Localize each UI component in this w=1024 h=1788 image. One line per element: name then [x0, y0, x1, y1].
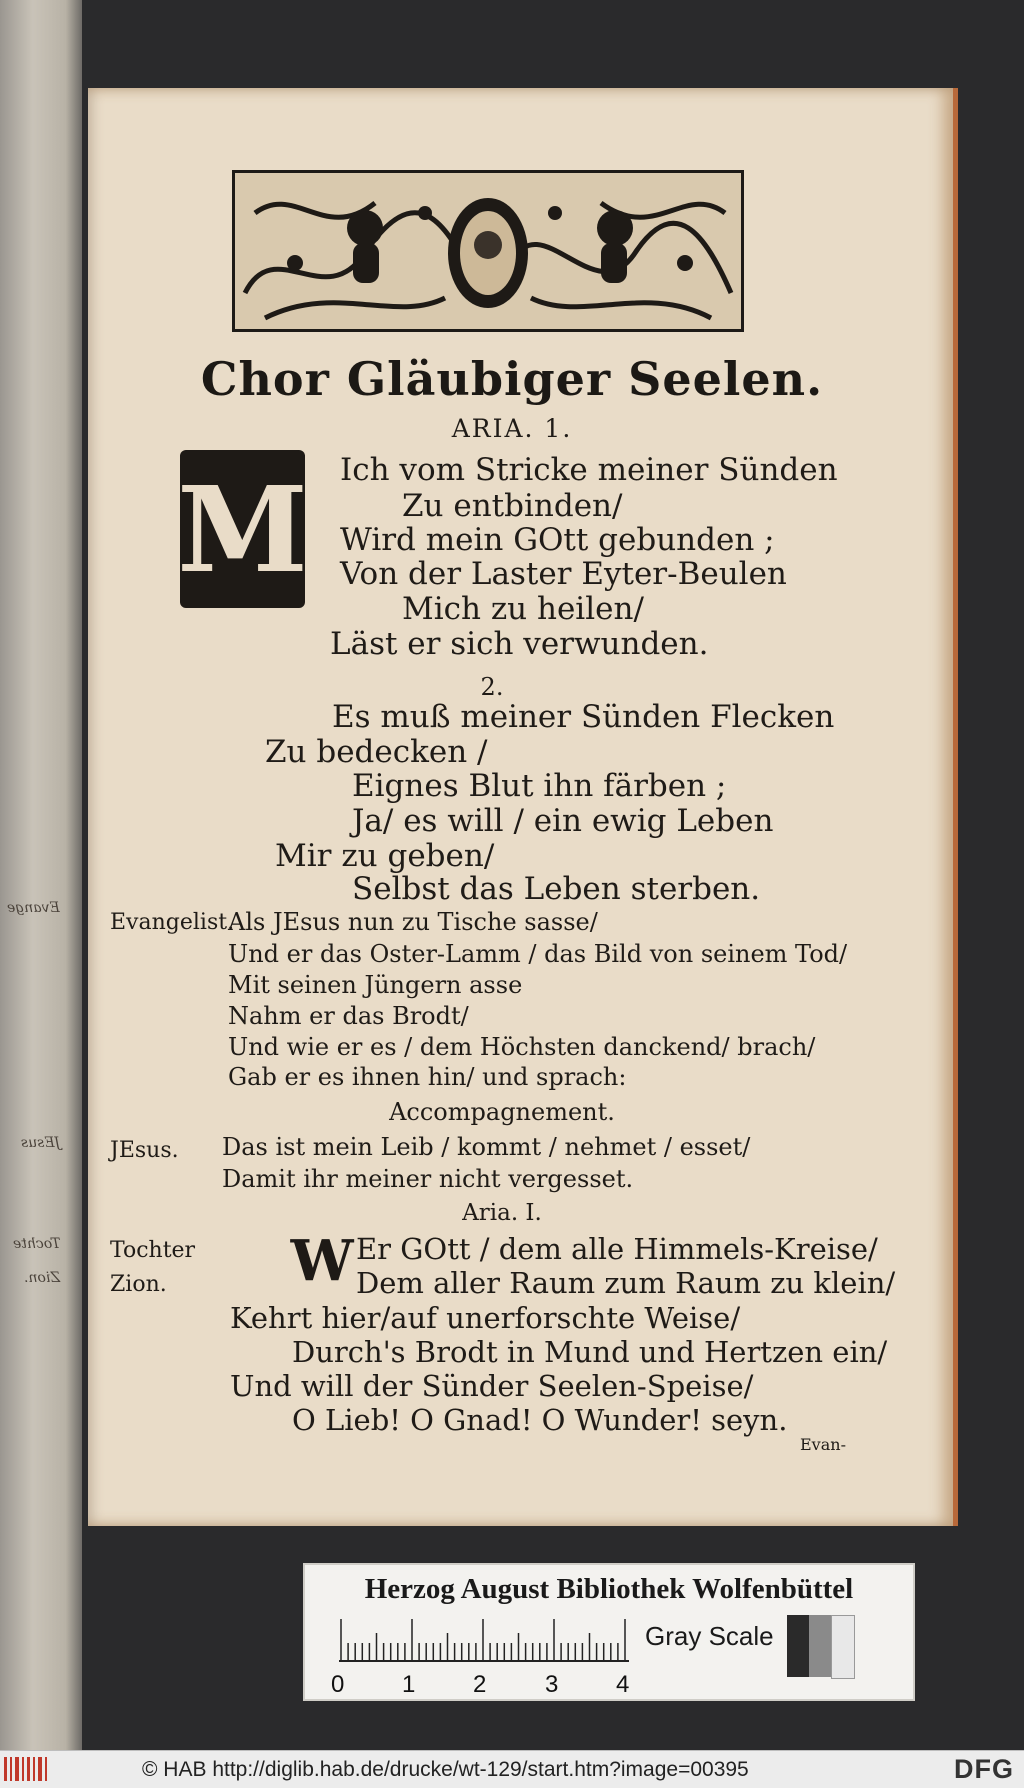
aria1-line: Von der Laster Eyter-Beulen	[340, 556, 787, 592]
library-name: Herzog August Bibliothek Wolfenbüttel	[364, 1573, 854, 1605]
gray-scale-label: Gray Scale	[645, 1621, 774, 1651]
zion-line: Und will der Sünder Seelen-Speise/	[230, 1369, 754, 1403]
zion-line: Durch's Brodt in Mund und Hertzen ein/	[292, 1335, 888, 1369]
ruler-label: 2	[473, 1671, 487, 1698]
evangelist-line: Und wie er es / dem Höchsten danckend/ brach/	[228, 1033, 816, 1061]
evangelist-line: Nahm er das Brodt/	[228, 1002, 469, 1030]
zion-initial-letter: W	[290, 1228, 354, 1294]
verse2-line: Selbst das Leben sterben.	[352, 871, 761, 907]
aria-label: ARIA. 1.	[451, 414, 573, 443]
footer-bar	[0, 1750, 1024, 1788]
verse-number: 2.	[480, 673, 504, 701]
verse2-line: Zu bedecken /	[265, 734, 488, 770]
decorated-initial	[177, 450, 308, 608]
color-scale-card	[303, 1563, 915, 1701]
speaker-zion: Zion.	[110, 1272, 167, 1297]
verse2-line: Mir zu geben/	[275, 838, 495, 874]
gray-patch	[809, 1615, 831, 1677]
catchword: Evan-	[800, 1435, 846, 1454]
left-page-mark: Zion.	[23, 1270, 60, 1286]
evangelist-line: Gab er es ihnen hin/ und sprach:	[228, 1063, 627, 1091]
citation-link[interactable]: © HAB http://diglib.hab.de/drucke/wt-129/start.htm?image=00395	[142, 1758, 749, 1781]
left-page-mark: Tochte	[12, 1236, 60, 1252]
verse2-line: Eignes Blut ihn färben ;	[352, 768, 727, 804]
aria1-line: Ich vom Stricke meiner Sünden	[340, 452, 838, 488]
ruler-label: 1	[402, 1671, 416, 1698]
aria1-line: Mich zu heilen/	[402, 591, 644, 627]
jesus-line: Damit ihr meiner nicht vergesset.	[222, 1165, 634, 1193]
evangelist-line: Mit seinen Jüngern asse	[228, 971, 523, 999]
verse2-line: Ja/ es will / ein ewig Leben	[352, 803, 774, 839]
left-page-mark: JEsus	[20, 1135, 60, 1151]
aria-i-label: Aria. I.	[462, 1200, 542, 1226]
evangelist-line: Als JEsus nun zu Tische sasse/	[228, 908, 598, 936]
barcode-icon	[4, 1757, 48, 1781]
ornament-headpiece	[232, 170, 744, 332]
zion-initial	[290, 1228, 354, 1294]
ruler-icon	[339, 1619, 639, 1689]
zion-line: Dem aller Raum zum Raum zu klein/	[356, 1266, 896, 1300]
ornament-icon	[235, 173, 741, 329]
verse2-line: Es muß meiner Sünden Flecken	[332, 699, 835, 735]
left-page-edge	[0, 0, 82, 1750]
initial-letter: M	[177, 459, 308, 599]
zion-line: O Lieb! O Gnad! O Wunder! seyn.	[292, 1403, 788, 1437]
gray-patch	[831, 1615, 855, 1679]
dfg-logo: DFG	[954, 1754, 1014, 1784]
aria1-line: Läst er sich verwunden.	[330, 626, 709, 662]
aria1-line: Wird mein GOtt gebunden ;	[340, 522, 775, 558]
ruler-label: 4	[616, 1671, 630, 1698]
speaker-jesus: JEsus.	[110, 1138, 179, 1163]
page-title: Chor Gläubiger Seelen.	[200, 352, 824, 406]
jesus-line: Das ist mein Leib / kommt / nehmet / esset/	[222, 1133, 751, 1161]
speaker-evangelist: Evangelist.	[110, 910, 235, 935]
left-page-mark: Evange	[7, 900, 60, 916]
evangelist-line: Und er das Oster-Lamm / das Bild von seinem Tod/	[228, 940, 848, 968]
zion-line: Kehrt hier/auf unerforschte Weise/	[230, 1301, 741, 1335]
gray-patch	[787, 1615, 809, 1677]
aria1-line: Zu entbinden/	[402, 488, 623, 524]
speaker-tochter: Tochter	[110, 1238, 196, 1263]
zion-line: Er GOtt / dem alle Himmels-Kreise/	[356, 1232, 878, 1266]
ruler-label: 0	[331, 1671, 345, 1698]
ruler-label: 3	[545, 1671, 559, 1698]
accompagnement-label: Accompagnement.	[389, 1098, 615, 1126]
